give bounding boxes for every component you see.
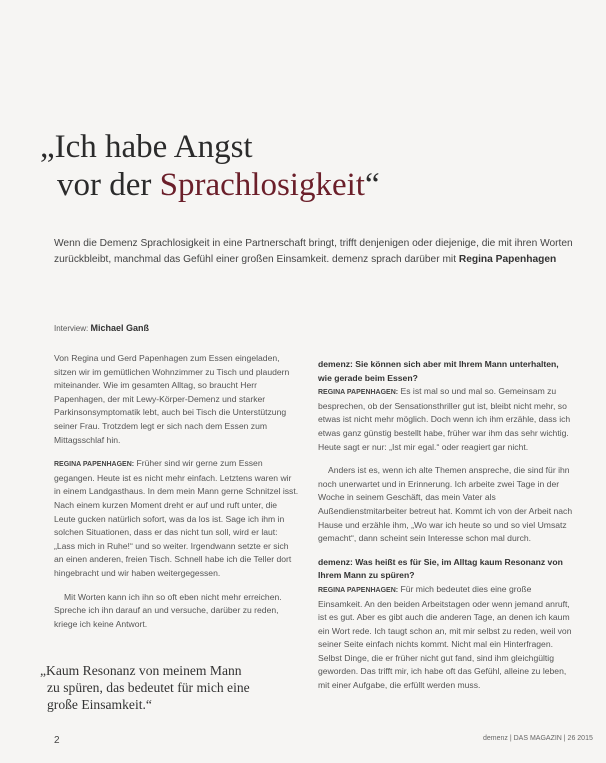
left-paragraph-2-text: Früher sind wir gerne zum Essen gegangen. Heute ist es nicht mehr einfach. Letztens waren wir in einem Landgasthaus. In dem mein Mann gerne Schnitzel isst. Nach einem kurzen Moment dreht er auf und ruft unter, die Leute gucken natürlich sofort, was da los ist. Sage ich ihm in solchen Situationen, dass er das nicht tun soll, wird er laut: „Lass mich in Ruhe!“ und so weiter. Irgendwann setzte er sich an einen anderen, freien Tisch. Schnell habe ich die Teller dort hingebracht und wir haben weitergegessen. (54, 458, 299, 578)
intro-text: Wenn die Demenz Sprachlosigkeit in eine Partnerschaft bringt, trifft denjenigen oder diejenige, die mit ihren Worten zurückbleibt, manchmal das Gefühl einer großen Einsamkeit. demenz sprach darüber mit (54, 238, 573, 265)
left-paragraph-3: Mit Worten kann ich ihn so oft eben nicht mehr erreichen. Spreche ich ihn darauf an und versuche, darüber zu reden, kriege ich keine Antwort. (54, 591, 282, 629)
title-line-2-suffix: “ (364, 167, 380, 203)
title-accent-word: Sprachlosigkeit (159, 167, 365, 203)
byline-author: Michael Ganß (90, 323, 149, 333)
pull-quote-line-1: „Kaum Resonanz von meinem Mann (40, 663, 242, 678)
title-line-2-prefix: vor der (57, 167, 160, 203)
right-column (318, 358, 573, 703)
byline-label: Interview: (54, 324, 91, 333)
page-number: 2 (54, 735, 60, 746)
title-line-1: „Ich habe Angst (40, 129, 253, 165)
question-2: demenz: Was heißt es für Sie, im Alltag kaum Resonanz von Ihrem Mann zu spüren? (318, 556, 563, 581)
article-title (40, 128, 560, 204)
byline (54, 323, 149, 333)
answer-1 (318, 385, 573, 454)
speaker-label: REGINA PAPENHAGEN: (54, 461, 135, 469)
left-paragraph-1: Von Regina und Gerd Papenhagen zum Essen eingeladen, sitzen wir im gemütlichen Wohnzimmer zu Tisch und plaudern miteinander. Wie im gesamten Alltag, so braucht Herr Papenhagen, der mit Lewy-Körper-Demenz und starker Parkinsonsymptomatik lebt, auch bei Tisch die Unterstützung seiner Frau. Trotzdem legt er sich nach dem Essen zum Mittagsschlaf hin. (54, 353, 290, 445)
answer-1-text: Es ist mal so und mal so. Gemeinsam zu besprechen, ob der Sensationsthriller gut ist, bleibt nicht mehr, so etwas ist nicht mehr möglich. Doch wenn ich ihm erzähle, dass ich etwas ganz günstig bestellt habe, früher war ihm das sehr wichtig. Heute sagt er nur: „Ist mir egal.“ oder reagiert gar nicht. (318, 386, 571, 452)
speaker-label: REGINA PAPENHAGEN: (318, 586, 399, 594)
left-column (54, 352, 299, 641)
pull-quote-line-2: zu spüren, das bedeutet für mich eine (47, 680, 250, 695)
title-line-2 (40, 166, 560, 204)
speaker-label: REGINA PAPENHAGEN: (318, 389, 399, 397)
answer-1-continued: Anders ist es, wenn ich alte Themen anspreche, die sind für ihn noch unerwartet und in Erinnerung. Ich arbeite zwei Tage in der Woche in seinem Geschäft, das mein Vater als Außendienstmitarbeiter betreut hat. Kommt ich von der Arbeit nach Hause und erzähle ihm, „Wo war ich heute so und so viel Umsatz gemacht“, dann scheint sein Interesse schon mal durch. (318, 465, 573, 544)
intro-paragraph (54, 236, 574, 268)
pull-quote-line-3: große Einsamkeit.“ (47, 697, 152, 712)
pull-quote (40, 662, 300, 713)
left-paragraph-2 (54, 457, 299, 580)
question-1: demenz: Sie können sich aber mit Ihrem Mann unterhalten, wie gerade beim Essen? (318, 359, 559, 383)
answer-2-text: Für mich bedeutet dies eine große Einsamkeit. An den beiden Arbeitstagen oder wenn jemand anruft, ist es gut. Aber es gibt auch die anderen Tage, an denen ich kaum ein Wort rede. Ich taugt schon an, mit mir selbst zu reden, weil von seiner Seite einfach nichts kommt. Nicht mal ein Hinterfragen. Selbst Dinge, die er früher nicht gut fand, sind ihm gleichgültig geworden. Das trifft mir, ich habe oft das Gefühl, alleine zu leben, mit einer Aufgabe, die erfüllt werden muss. (318, 583, 572, 691)
answer-2 (318, 583, 573, 693)
intro-interviewee-name: Regina Papenhagen (458, 254, 557, 265)
footer-publication: demenz | DAS MAGAZIN | 26 2015 (483, 735, 593, 742)
